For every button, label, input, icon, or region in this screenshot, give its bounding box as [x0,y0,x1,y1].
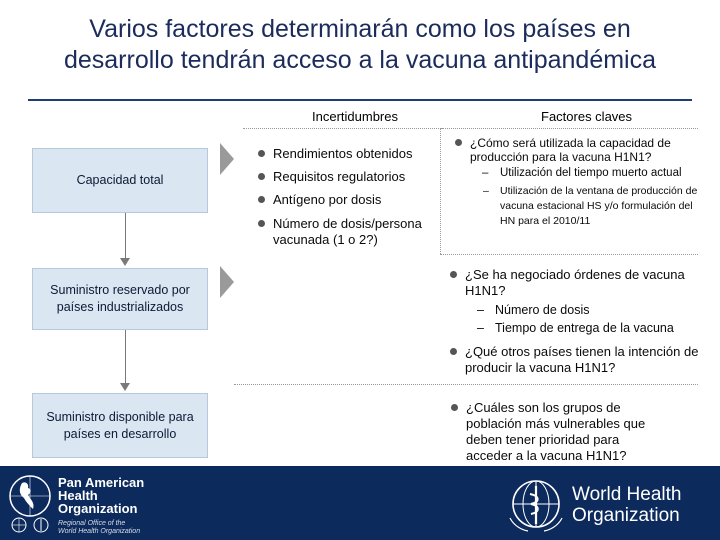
factor-question-orders: ¿Se ha negociado órdenes de vacuna H1N1? [465,267,700,299]
connector-1 [125,213,126,259]
slide-title [0,14,720,76]
factor-sub-item: – Utilización de la ventana de producción de vacuna estacional HS y/o formulación del HN para el 2010/11 [483,185,698,227]
connector-2 [125,330,126,384]
factor-sub-item: – Utilización del tiempo muerto actual [482,167,682,179]
factor-sub-item: – Número de dosis [477,303,590,317]
factor-question-priority-groups: ¿Cuáles son los grupos de población más vulnerables que deben tener prioridad para acceder a la vacuna H1N1? [466,400,666,464]
paho-logo [8,474,52,518]
bullet-icon [258,220,265,227]
who-emblem-icon [506,474,566,534]
chevron-right-icon [220,266,234,298]
uncertainty-item: Requisitos regulatorios [273,169,405,185]
who-emblem-small-icon [32,516,50,534]
box-developing-supply-label: Suministro disponible para países en desarrollo [46,409,194,441]
box-developing-supply [32,393,208,458]
title-divider [28,99,692,101]
title-line-1: Varios factores determinarán como los países en [89,15,631,43]
dash-icon: – [483,185,489,197]
factor-question-other-countries: ¿Qué otros países tienen la intención de producir la vacuna H1N1? [465,344,700,376]
uncertainty-item: Número de dosis/persona vacunada (1 o 2?) [273,216,443,248]
box-total-capacity-label: Capacidad total [76,173,164,187]
uncertainty-item: Antígeno por dosis [273,192,381,208]
factor-sub-item: – Tiempo de entrega de la vacuna [477,321,674,335]
separator-mid [440,254,698,255]
who-name: World Health Organization [572,484,682,526]
bullet-icon [451,404,458,411]
separator-bottom [234,384,698,385]
header-uncertainties: Incertidumbres [312,109,398,124]
bullet-icon [450,348,457,355]
chevron-right-icon [220,143,234,175]
paho-name: Pan American Health Organization [58,475,145,516]
box-total-capacity [32,148,208,213]
separator-top-left [243,128,443,129]
bullet-icon [258,196,265,203]
bullet-icon [450,271,457,278]
dash-icon: – [482,167,489,179]
separator-top-right [440,128,698,129]
box-industrialized-supply [32,268,208,330]
dash-icon: – [477,303,484,317]
bullet-icon [258,150,265,157]
dash-icon: – [477,321,484,335]
title-line-2: desarrollo tendrán acceso a la vacuna antipandémica [63,46,657,74]
header-key-factors: Factores claves [541,109,633,124]
factor-question-capacity: ¿Cómo será utilizada la capacidad de producción para la vacuna H1N1? [470,136,698,164]
arrow-down-icon [120,258,130,266]
bullet-icon [455,139,462,146]
box-industrialized-supply-label: Suministro reservado por países industrializados [50,283,190,314]
un-emblem-icon [10,516,28,534]
bullet-icon [258,173,265,180]
arrow-down-icon [120,383,130,391]
uncertainty-item: Rendimientos obtenidos [273,146,412,162]
paho-subtitle: Regional Office of the World Health Organization [58,520,141,535]
